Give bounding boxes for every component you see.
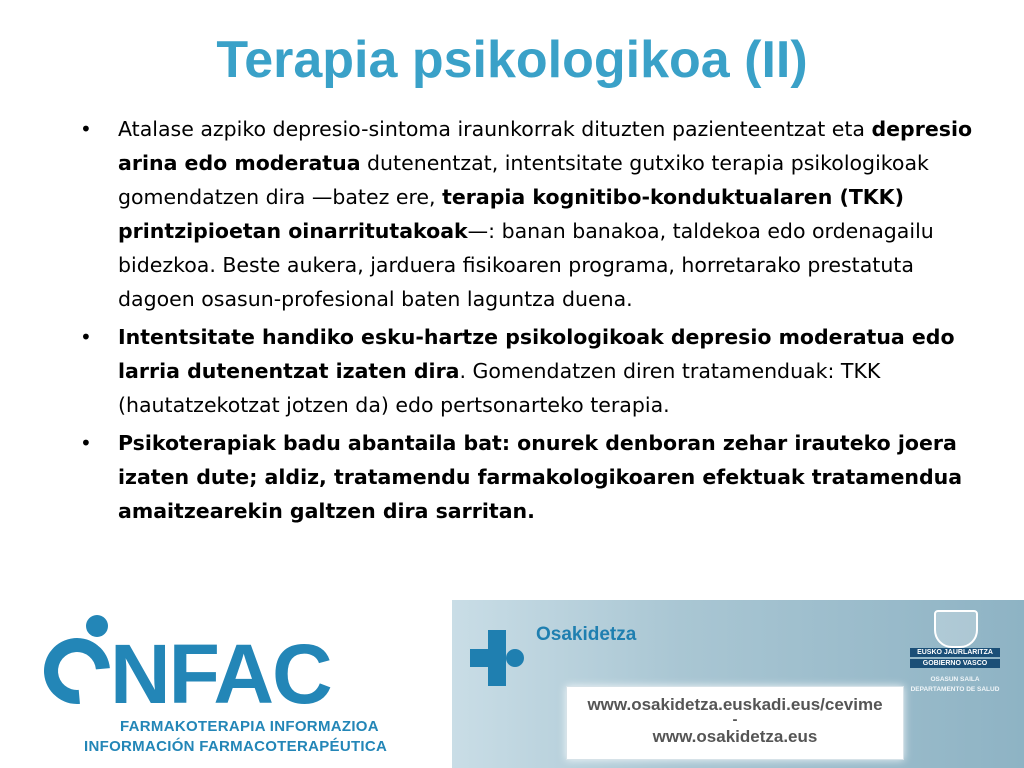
gov-shield-icon: [934, 610, 978, 648]
bullet-list: [78, 112, 983, 532]
url-osakidetza-link[interactable]: www.osakidetza.eus: [652, 727, 818, 746]
gov-logo-line1: EUSKO JAURLARITZA: [910, 648, 1000, 657]
gov-logo-line3: OSASUN SAILA: [930, 676, 980, 683]
url-cevime-link[interactable]: www.osakidetza.euskadi.eus/cevime: [587, 695, 883, 714]
bullet-text: Intentsitate handiko esku-hartze psikologikoak depresio moderatua edo larria dutenentzat izaten dira. Gomendatzen diren tratamenduak: TKK (hautatzekotzat jotzen da) edo pertsonarteko terapia.: [118, 325, 955, 417]
bullet-item: [78, 426, 983, 528]
infac-logo-dot-icon: [86, 615, 108, 637]
osakidetza-logo-icon: [470, 630, 526, 686]
osakidetza-name: Osakidetza: [536, 624, 637, 645]
url-separator: -: [732, 711, 738, 728]
infac-logo-subtitle-eu: FARMAKOTERAPIA INFORMAZIOA: [120, 718, 379, 735]
bullet-icon: •: [80, 325, 92, 349]
bullet-text: Psikoterapiak badu abantaila bat: onurek denboran zehar irauteko joera izaten dute; aldiz, tratamendu farmakologikoaren efektuak tratamendua amaitzearekin galtzen dira sarritan.: [118, 431, 963, 523]
infac-logo-subtitle-es: INFORMACIÓN FARMACOTERAPÉUTICA: [84, 738, 388, 755]
bullet-item: [78, 112, 983, 316]
slide-title: Terapia psikologikoa (II): [216, 31, 808, 89]
gov-logo-line4: DEPARTAMENTO DE SALUD: [910, 686, 1000, 693]
bullet-item: [78, 320, 983, 422]
bullet-text: Atalase azpiko depresio-sintoma iraunkorrak dituzten pazienteentzat eta depresio arina edo moderatua dutenentzat, intentsitate gutxiko terapia psikologikoak gomendatzen dira —batez ere, terapia kognitibo-konduktualaren (TKK) printzipioetan oinarritutakoak—: banan banakoa, taldekoa edo ordenagailu bidezkoa. Beste aukera, jarduera fisikoaren programa, horretarako prestatuta dagoen osasun-profesional baten laguntza duena.: [118, 117, 973, 311]
url-box: [566, 686, 904, 760]
bullet-icon: •: [80, 431, 92, 455]
bullet-icon: •: [80, 117, 92, 141]
gov-logo-line2: GOBIERNO VASCO: [910, 659, 1000, 668]
infac-logo-text: NFAC: [110, 627, 331, 721]
